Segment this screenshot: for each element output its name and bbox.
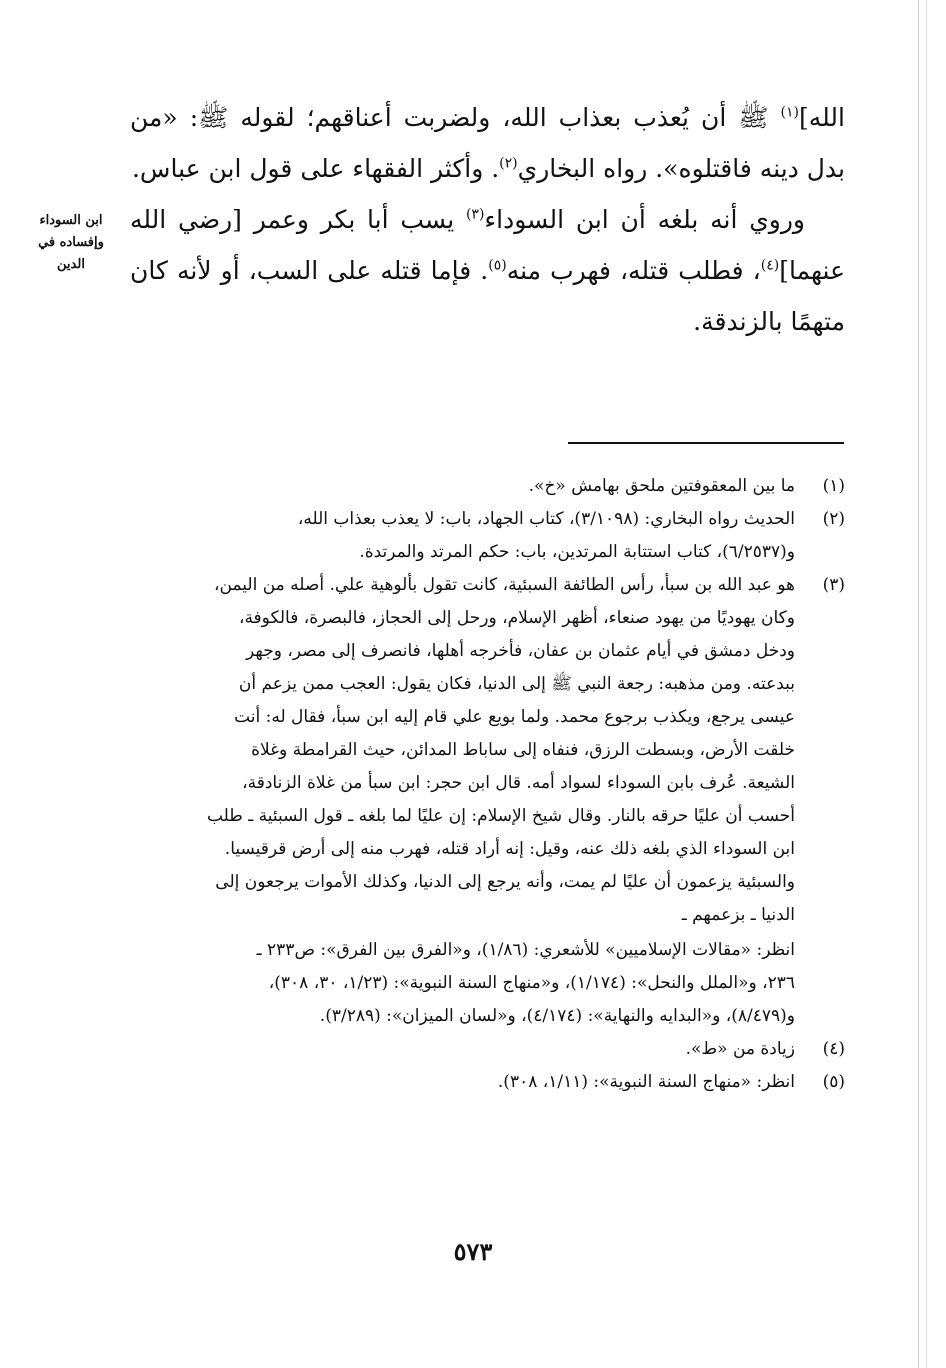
paragraph-2 <box>130 194 845 347</box>
footnote-line: والسبئية يزعمون أن عليًا لم يمت، وأنه يرجع إلى الدنيا، وكذلك الأموات يرجعون إلى <box>215 872 795 892</box>
footnote-line: الحديث رواه البخاري: (٣/١٠٩٨)، كتاب الجهاد، باب: لا يعذب بعذاب الله، <box>297 509 795 529</box>
text-segment: الله] <box>799 103 845 132</box>
footnote-line: هو عبد الله بن سبأ، رأس الطائفة السبئية، كانت تقول بألوهية علي. أصله من اليمن، <box>214 575 795 595</box>
text-segment: وروي أنه بلغه أن ابن السوداء <box>484 205 805 234</box>
margin-heading-line-1: ابن السوداء <box>39 213 103 228</box>
footnote-line: أحسب أن عليًا حرقه بالنار. وقال شيخ الإسلام: إن عليًا لما بلغه ـ قول السبئية ـ طلب <box>206 806 795 826</box>
footnote-body <box>130 1066 795 1099</box>
footnote-reference-line: ٢٣٦، و«الملل والنحل»: (١/١٧٤)، و«منهاج السنة النبوية»: (١/٢٣، ٣٠، ٣٠٨)، <box>268 973 795 993</box>
footnote-body <box>130 1033 795 1066</box>
footnote-number: (٢) <box>822 509 845 529</box>
footnote-ref-3[interactable]: (٣) <box>465 206 485 223</box>
footnote-line: و(٦/٢٥٣٧)، كتاب استتابة المرتدين، باب: حكم المرتد والمرتدة. <box>359 542 795 562</box>
footnote-3 <box>130 569 845 1033</box>
footnote-line: ابن السوداء الذي بلغه ذلك عنه، وقيل: إنه أراد قتله، فهرب منه إلى أرض قرقيسيا. <box>224 839 795 859</box>
footnote-separator <box>568 442 844 444</box>
main-text <box>130 92 845 347</box>
margin-heading-line-2: وإفساده في الدين <box>38 235 104 272</box>
footnote-number: (٥) <box>822 1072 845 1092</box>
footnote-line: ببدعته. ومن مذهبه: رجعة النبي ﷺ إلى الدنيا، فكان يقول: العجب ممن يزعم أن <box>238 674 795 694</box>
page-number: ٥٧٣ <box>453 1237 493 1266</box>
footnote-body <box>130 569 795 1033</box>
footnotes <box>130 470 845 1099</box>
text-segment: يسب أبا بكر وعمر [رضي الله عنهما] <box>130 205 846 285</box>
footnote-5 <box>130 1066 845 1099</box>
text-segment: ﷺ أن يُعذب بعذاب الله، ولضربت أعناقهم؛ لقوله ﷺ: «من بدل دينه فاقتلوه». رواه البخاري <box>130 103 845 183</box>
footnote-reference-line: انظر: «مقالات الإسلاميين» للأشعري: (١/٨٦)، و«الفرق بين الفرق»: ص٢٣٣ ـ <box>256 940 795 960</box>
footnote-ref-1[interactable]: (١) <box>780 104 799 121</box>
footnote-number: (١) <box>822 476 845 496</box>
text-segment: ، فطلب قتله، فهرب منه <box>506 256 761 285</box>
footnote-4 <box>130 1033 845 1066</box>
footnote-ref-5[interactable]: (٥) <box>488 257 507 274</box>
footnote-line: ما بين المعقوفتين ملحق بهامش «خ». <box>528 476 795 496</box>
footnote-line: انظر: «منهاج السنة النبوية»: (١/١١، ٣٠٨). <box>497 1072 795 1092</box>
footnote-ref-2[interactable]: (٢) <box>499 155 518 172</box>
footnote-line: ودخل دمشق في أيام عثمان بن عفان، فأخرجه أهلها، فانصرف إلى مصر، وجهر <box>246 641 795 661</box>
footnote-line: الشيعة. عُرف بابن السوداء لسواد أمه. قال ابن حجر: ابن سبأ من غلاة الزنادقة، <box>242 773 795 793</box>
footnote-2 <box>130 503 845 569</box>
footnote-line: وكان يهوديًا من يهود صنعاء، أظهر الإسلام، ورحل إلى الحجاز، فالبصرة، فالكوفة، <box>238 608 795 628</box>
footnote-ref-4[interactable]: (٤) <box>760 257 780 274</box>
paragraph-1 <box>130 92 845 194</box>
gutter-line <box>918 0 919 1368</box>
footnote-line: زيادة من «ط». <box>685 1039 795 1059</box>
margin-heading <box>22 210 120 276</box>
footnote-line: الدنيا ـ بزعمهم ـ <box>681 905 795 925</box>
footnote-number: (٤) <box>822 1039 845 1059</box>
footnote-number: (٣) <box>822 575 845 595</box>
footnote-line: خلقت الأرض، وبسطت الرزق، فنفاه إلى ساباط المدائن، حيث القرامطة وغلاة <box>251 740 795 760</box>
footnote-body <box>130 503 795 569</box>
footnote-reference-line: و(٨/٤٧٩)، و«البدايه والنهاية»: (٤/١٧٤)، و«لسان الميزان»: (٣/٢٨٩). <box>319 1006 795 1026</box>
footnote-line: عيسى يرجع، ويكذب برجوع محمد. ولما بويع علي قام إليه ابن سبأ، فقال له: أنت <box>234 707 795 727</box>
text-segment: . فإما قتله على السب، أو لأنه كان متهمًا بالزندقة. <box>130 256 845 336</box>
gutter-line-inner <box>926 0 927 1368</box>
footnote-1 <box>130 470 845 503</box>
text-segment: . وأكثر الفقهاء على قول ابن عباس. <box>131 154 500 183</box>
footnote-body <box>130 470 795 503</box>
